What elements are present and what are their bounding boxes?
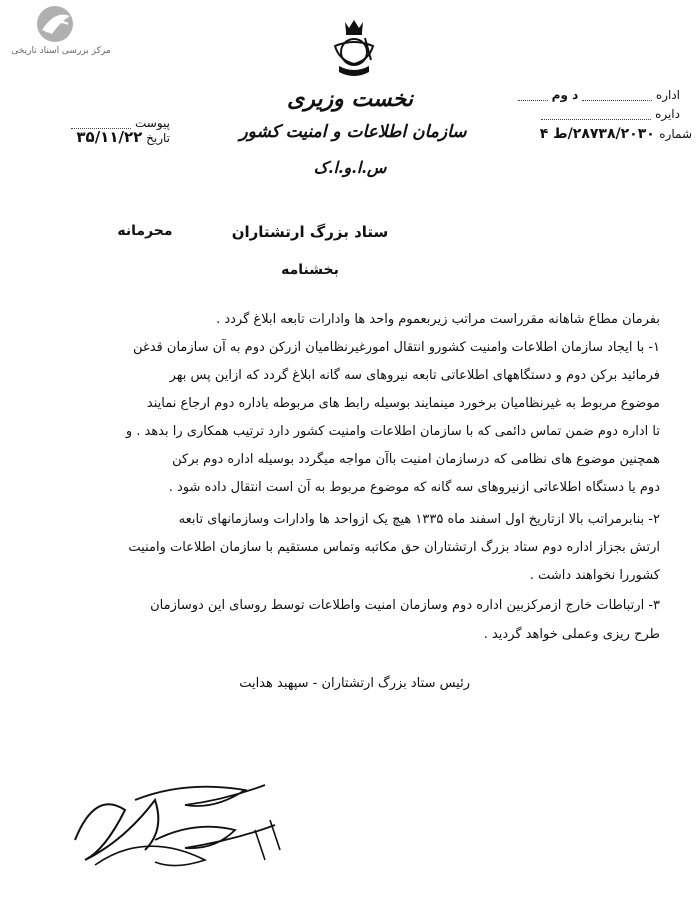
shomare-field — [492, 126, 692, 142]
org-name: سازمان اطلاعات و امنیت کشور — [239, 122, 467, 142]
body-line: ۲- بنابرمراتب بالا ازتاریخ اول اسفند ماه ۱۳۳۵ هیچ یک ازواحد ها وادارات وسازمانهای تابعه — [178, 512, 660, 527]
body-line: موضوع مربوط به غیرنظامیان برخورد مینمایند بوسیله رابط های مربوطه باداره دوم ارجاع نمایند — [146, 396, 660, 411]
tarikh-label: تاریخ — [146, 131, 170, 145]
body-line: طرح ریزی وعملی خواهد گردید . — [483, 627, 660, 642]
handwritten-signature-icon — [65, 770, 315, 880]
org-title: نخست وزیری — [287, 86, 413, 112]
subject: بخشنامه — [281, 262, 339, 278]
body-line: دوم یا دستگاه اطلاعاتی ازنیروهای سه گانه که موضوع مربوط به آن است انتقال داده شود . — [168, 480, 660, 495]
lion-and-sun-emblem-icon — [325, 16, 383, 82]
watermark-text: مرکز بررسی اسناد تاریخی — [11, 46, 111, 56]
shomare-label: شماره — [659, 127, 692, 141]
org-code: س.ا.و.ا.ک — [313, 158, 387, 177]
addressee: ستاد بزرگ ارتشتاران — [231, 223, 389, 241]
dayere-label: دایره — [655, 107, 680, 121]
body-line: ارتش بجزاز اداره دوم ستاد بزرگ ارتشتاران حق مکاتبه وتماس مستقیم با سازمان اطلاعات وامنیت — [128, 540, 660, 555]
body-line: بفرمان مطاع شاهانه مقرراست مراتب زیربعموم واحد ها وادارات تابعه ابلاغ گردد . — [216, 312, 660, 327]
tarikh-value: ۳۵/۱۱/۲۲ — [76, 128, 143, 146]
peyvast-label: پیوست — [135, 116, 170, 130]
edare-label: اداره — [655, 88, 680, 102]
classification: محرمانه — [117, 223, 173, 239]
body-line: ۳- ارتباطات خارج ازمرکزبین اداره دوم وسازمان امنیت واطلاعات توسط روسای این دوسازمان — [150, 598, 660, 613]
tarikh-field — [10, 128, 170, 146]
signer-title: رئیس ستاد بزرگ ارتشتاران - سپهبد هدایت — [239, 676, 470, 691]
archive-logo-icon — [30, 4, 80, 44]
edare-value: د وم — [551, 88, 579, 102]
dayere-field — [540, 107, 680, 121]
body-line: کشوررا نخواهند داشت . — [529, 568, 660, 583]
shomare-value: ۲۸۷۳۸/۲۰۳۰/ط ۴ — [539, 126, 655, 142]
body-line: تا اداره دوم ضمن تماس دائمی که با سازمان اطلاعات وامنیت کشور دارد ترتیب همکاری را بدهد . و — [125, 424, 660, 439]
body-line: همچنین موضوع های نظامی که درسازمان امنیت باآن مواجه میگردد بوسیله اداره دوم برکن — [172, 452, 660, 467]
body-line: فرمائید برکن دوم و دستگاههای اطلاعاتی تابعه نیروهای سه گانه ابلاغ گردد که ازاین پس بهر — [169, 368, 660, 383]
edare-field — [540, 88, 680, 102]
body-line: ۱- با ایجاد سازمان اطلاعات وامنیت کشورو انتقال امورغیرنظامیان ازرکن دوم به آن سازمان قدغن — [133, 340, 660, 355]
